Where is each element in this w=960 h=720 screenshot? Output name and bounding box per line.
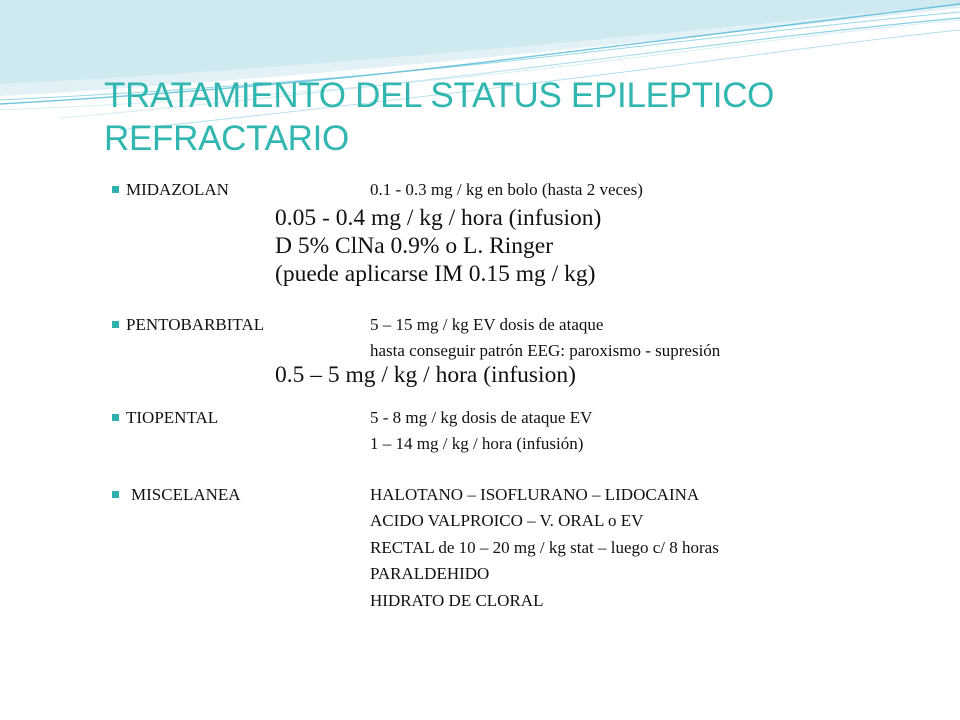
pentobarbital-loading-dose: 5 – 15 mg / kg EV dosis de ataque [370,315,604,334]
midazolan-dose-bolo: 0.1 - 0.3 mg / kg en bolo (hasta 2 veces) [370,180,643,199]
miscelanea-line-2: ACIDO VALPROICO – V. ORAL o EV [370,511,644,530]
midazolan-im-note: (puede aplicarse IM 0.15 mg / kg) [275,261,596,287]
midazolan-infusion: 0.05 - 0.4 mg / kg / hora (infusion) [275,205,602,231]
miscelanea-line-4: PARALDEHIDO [370,564,490,583]
tiopental-infusion: 1 – 14 mg / kg / hora (infusión) [370,434,584,453]
title-line-2: REFRACTARIO [104,119,349,158]
bullet-square-icon [112,414,119,421]
item-label-tiopental: TIOPENTAL [126,408,219,427]
slide-title [104,74,864,160]
item-label-miscelanea: MISCELANEA [131,485,241,504]
item-label-midazolan: MIDAZOLAN [126,180,229,199]
midazolan-diluent: D 5% ClNa 0.9% o L. Ringer [275,233,554,259]
item-label-pentobarbital: PENTOBARBITAL [126,315,265,334]
bullet-square-icon [112,491,119,498]
miscelanea-line-1: HALOTANO – ISOFLURANO – LIDOCAINA [370,485,700,504]
pentobarbital-infusion: 0.5 – 5 mg / kg / hora (infusion) [275,362,576,388]
tiopental-loading-dose: 5 - 8 mg / kg dosis de ataque EV [370,408,593,427]
bullet-square-icon [112,186,119,193]
title-line-1: TRATAMIENTO DEL STATUS EPILEPTICO [104,76,775,115]
pentobarbital-eeg-note: hasta conseguir patrón EEG: paroxismo - supresión [370,341,721,360]
miscelanea-line-3: RECTAL de 10 – 20 mg / kg stat – luego c/ 8 horas [370,538,719,557]
miscelanea-line-5: HIDRATO DE CLORAL [370,591,544,610]
bullet-square-icon [112,321,119,328]
